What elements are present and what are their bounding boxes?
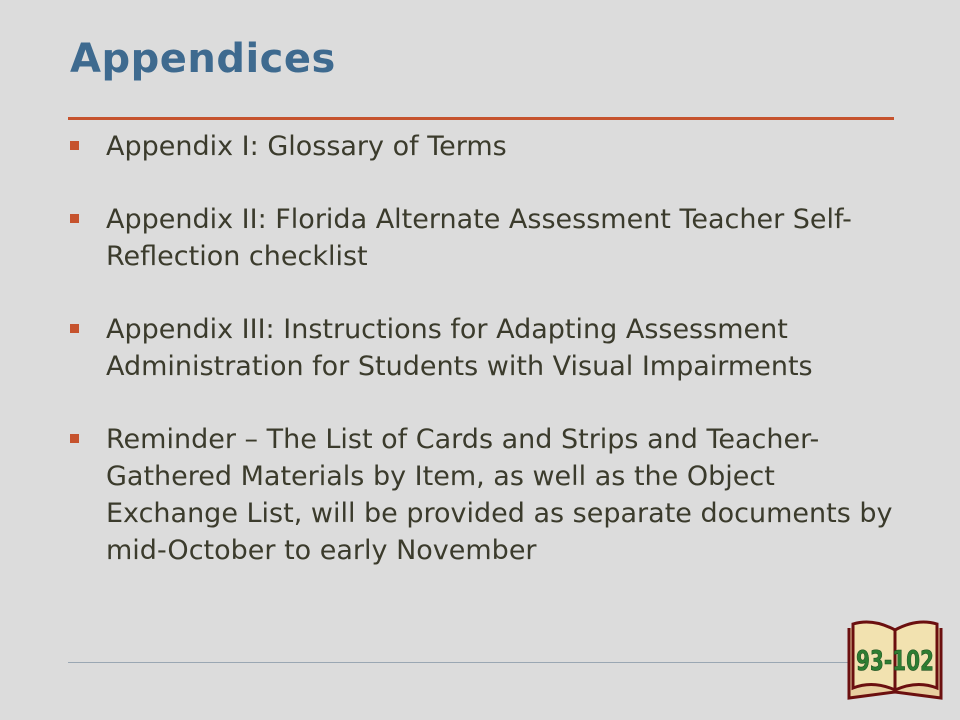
list-item-text: Appendix II: Florida Alternate Assessment Teacher Self-Reflection checklist: [106, 204, 852, 272]
open-book-icon: [845, 618, 945, 702]
list-item: [68, 128, 898, 165]
list-item-text: Appendix III: Instructions for Adapting Assessment Administration for Students with Visual Impairments: [106, 314, 813, 382]
square-bullet-icon: [70, 141, 79, 150]
square-bullet-icon: [70, 324, 79, 333]
page-title: Appendices: [70, 36, 336, 82]
square-bullet-icon: [70, 434, 79, 443]
square-bullet-icon: [70, 214, 79, 223]
list-item: [68, 201, 898, 275]
title-divider: [68, 117, 894, 120]
list-item: [68, 311, 898, 385]
page-range-label: 93-102: [856, 644, 934, 677]
list-item: [68, 421, 898, 569]
list-item-text: Appendix I: Glossary of Terms: [106, 131, 507, 162]
list-item-text: Reminder – The List of Cards and Strips and Teacher-Gathered Materials by Item, as well as the Object Exchange List, will be provided as separate documents by mid-October to early November: [106, 424, 893, 566]
footer-divider: [68, 662, 858, 663]
bullet-list: [68, 128, 898, 605]
